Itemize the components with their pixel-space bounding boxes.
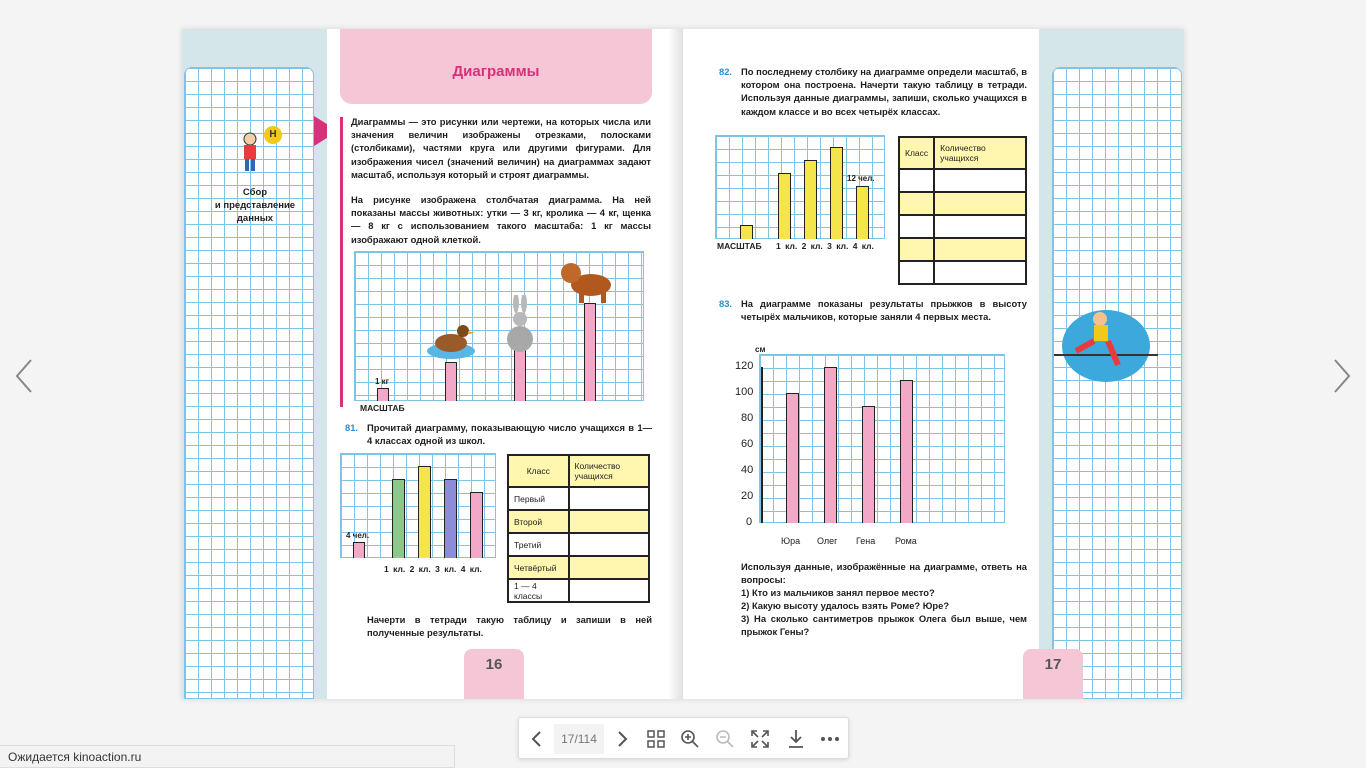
ex81-bar-2 [418,466,431,558]
ex83-q2: 2) Какую высоту удалось взять Роме? Юре? [741,600,950,611]
table81-header-class: Класс [508,455,569,487]
intro-text-2: На рисунке изображена столбчатая диаграмма. На ней показаны массы животных: утки — 3 кг, кролика — 4 кг, щенка — 8 кг с использованием такого масштаба: 1 кг массы изображают одной клеткой. [351,194,651,245]
ex81-number: 81. [345,422,359,433]
left-page [327,29,683,699]
ex83-xlabel-oleg: Олег [817,536,838,546]
grid-icon [647,730,665,748]
ytick-120: 120 [735,360,754,372]
ex81-scale-label: 4 чел. [346,531,370,540]
zoom-in-icon [680,729,700,749]
ytick-80: 80 [741,412,754,424]
viewer-toolbar [518,717,849,759]
table81-row5: 1 — 4 классы [508,579,569,602]
ex81-text: Прочитай диаграмму, показывающую число учащихся в 1—4 классах одной из школ. [367,422,652,447]
zoom-out-button[interactable] [710,724,740,754]
rabbit-illustration [503,295,537,355]
status-bar: Ожидается kinoaction.ru [0,745,455,768]
scale-bar [377,388,389,401]
section-label-line3: данных [236,213,274,224]
dog-bar [584,303,596,401]
page-title: Диаграммы [452,63,540,80]
fullscreen-button[interactable] [745,724,775,754]
rabbit-bar [514,349,526,401]
high-jumper-illustration [1054,305,1158,387]
book-spread [182,29,1184,699]
duck-bar [445,362,457,401]
ex81-xlabels: 1 кл. 2 кл. 3 кл. 4 кл. [384,564,482,574]
ex82-text: По последнему столбику на диаграмме определи масштаб, в котором она построена. Начерти такую таблицу в тетради. Используя данные диаграммы, запиши, сколько учащихся в каждом классе и во всех четырёх классах. [741,66,1027,117]
intro-text: Диаграммы — это рисунки или чертежи, на которых числа или значения величин изображены отрезками, полосками (столбиками), частями круга или другими фигурами. Для изображения чисел (значений величин) на диаграммах задают масштаб, используя который и строят диаграммы. [351,116,651,180]
right-page [683,29,1062,699]
section-label-line2: и представление [214,200,296,211]
table81-header-count: Количество учащихся [569,455,649,487]
ytick-20: 20 [741,490,754,502]
badge-n: Н [264,126,282,144]
scale-caption: МАСШТАБ [360,403,405,413]
zoom-out-icon [715,729,735,749]
ex83-number: 83. [719,298,733,309]
ytick-60: 60 [741,438,754,450]
ex82-xlabels: 1 кл. 2 кл. 3 кл. 4 кл. [776,241,874,251]
table81-row4: Четвёртый [508,556,569,579]
chevron-right-icon [615,730,629,748]
ex83-xlabel-gena: Гена [856,536,876,546]
ex83-q1: 1) Кто из мальчиков занял первое место? [741,587,935,598]
ex81-scale-bar [353,542,365,558]
ytick-40: 40 [741,464,754,476]
ex82-scale-bar [740,225,753,239]
duck-illustration [425,321,477,361]
ex83-question: Используя данные, изображённые на диаграмме, ответь на вопросы: [741,561,1027,586]
table81-row2: Второй [508,510,569,533]
ex83-y-axis [761,367,763,523]
ytick-100: 100 [735,386,754,398]
ex83-bar-yura [786,393,799,523]
pink-rule [340,117,343,407]
table81 [507,454,650,603]
ex82-scale-caption: МАСШТАБ [717,241,762,251]
table82 [898,136,1027,285]
chevron-left-icon [530,730,544,748]
ex83-q3: 3) На сколько сантиметров прыжок Олега был выше, чем прыжок Гены? [741,613,1027,638]
section-label-line1: Сбор [242,187,268,198]
prev-page-arrow-icon[interactable] [14,358,34,394]
ex82-bar-3 [830,147,843,239]
ex82-number: 82. [719,66,733,77]
prev-page-button[interactable] [522,724,552,754]
fullscreen-icon [751,730,769,748]
next-page-button[interactable] [607,724,637,754]
zoom-in-button[interactable] [675,724,705,754]
page-number-right: 17 [1023,649,1083,699]
ex83-bar-oleg [824,367,837,523]
ex83-bar-roma [900,380,913,523]
table82-header-class: Класс [899,137,934,169]
ex83-unit: см [755,345,766,354]
table81-row1: Первый [508,487,569,510]
ex81-bar-1 [392,479,405,558]
scale-bar-label: 1 кг [375,377,390,386]
download-button[interactable] [781,724,811,754]
next-page-arrow-icon[interactable] [1332,358,1352,394]
ex82-bar-1 [778,173,791,239]
ex82-bar-4 [856,186,869,239]
ex82-bar-2 [804,160,817,239]
table81-row3: Третий [508,533,569,556]
more-dots-icon [820,736,840,742]
section-label [200,186,310,225]
ytick-0: 0 [746,516,753,528]
ex83-xlabel-roma: Рома [895,536,917,546]
download-icon [787,729,805,749]
page-number-left: 16 [464,649,524,699]
puppy-illustration [557,259,619,305]
ex81-bar-3 [444,479,457,558]
thumbnails-button[interactable] [641,724,671,754]
more-button[interactable] [815,724,845,754]
ex82-value-label: 12 чел. [847,174,875,183]
ex83-text: На диаграмме показаны результаты прыжков в высоту четырёх мальчиков, которые заняли 4 первых места. [741,298,1027,323]
ex81-bottom-text: Начерти в тетради такую таблицу и запиши в ней полученные результаты. [367,614,652,639]
table82-header-count: Количество учащихся [934,137,1026,169]
ex83-bar-gena [862,406,875,523]
page-counter-input[interactable]: 17/114 [554,724,604,754]
ex83-xlabel-yura: Юра [781,536,801,546]
ex81-bar-4 [470,492,483,558]
